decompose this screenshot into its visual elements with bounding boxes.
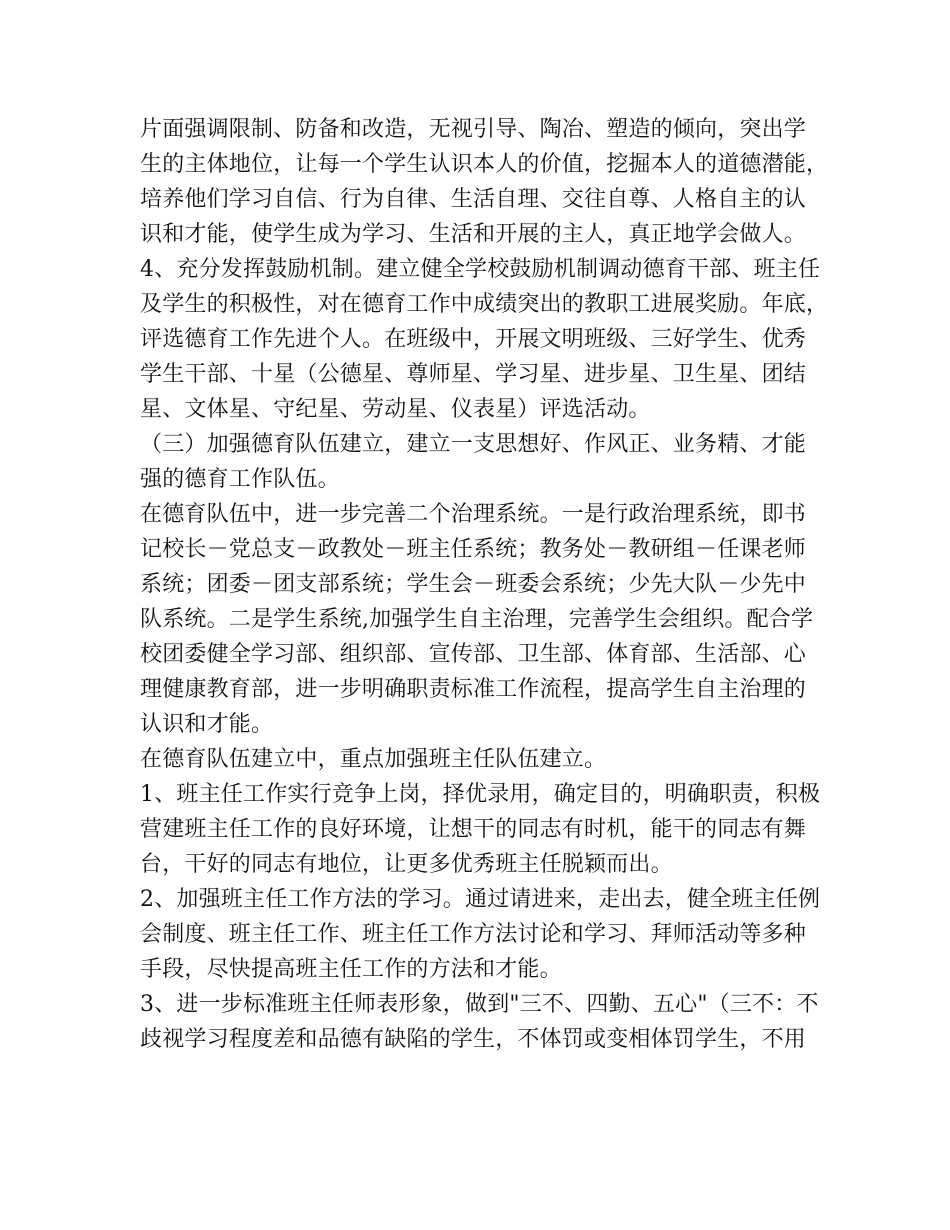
text-line: 1、班主任工作实行竞争上岗，择优录用，确定目的，明确职责，积极 [140, 782, 821, 807]
text-line: 生的主体地位，让每一个学生认识本人的价值，挖掘本人的道德潜能， [140, 152, 829, 177]
text-line: 在德育队伍中，进一步完善二个治理系统。一是行政治理系统，即书 [140, 502, 807, 527]
text-line: 会制度、班主任工作、班主任工作方法讨论和学习、拜师活动等多种 [140, 922, 807, 947]
text-line: 台，干好的同志有地位，让更多优秀班主任脱颖而出。 [140, 852, 673, 877]
text-line: 记校长－党总支－政教处－班主任系统；教务处－教研组－任课老师 [140, 537, 807, 562]
text-line: 手段，尽快提高班主任工作的方法和才能。 [140, 957, 562, 982]
text-line: 识和才能，使学生成为学习、生活和开展的主人，真正地学会做人。 [140, 222, 807, 247]
section-heading: （三）加强德育队伍建立，建立一支思想好、作风正、业务精、才能 [140, 432, 807, 457]
text-line: 4、充分发挥鼓励机制。建立健全学校鼓励机制调动德育干部、班主任 [140, 257, 821, 282]
text-line: 系统；团委－团支部系统；学生会－班委会系统；少先大队－少先中 [140, 572, 807, 597]
text-line: 营建班主任工作的良好环境，让想干的同志有时机，能干的同志有舞 [140, 817, 807, 842]
text-line: 及学生的积极性，对在德育工作中成绩突出的教职工进展奖励。年底， [140, 292, 829, 317]
text-line: 队系统。二是学生系统,加强学生自主治理，完善学生会组织。配合学 [140, 607, 814, 632]
text-line: 理健康教育部，进一步明确职责标准工作流程，提高学生自主治理的 [140, 677, 807, 702]
document-body [140, 112, 830, 1057]
text-line: 认识和才能。 [140, 712, 274, 737]
text-line: 校团委健全学习部、组织部、宣传部、卫生部、体育部、生活部、心 [140, 642, 807, 667]
text-line: 2、加强班主任工作方法的学习。通过请进来，走出去，健全班主任例 [140, 887, 821, 912]
text-line: 强的德育工作队伍。 [140, 467, 340, 492]
text-line: 歧视学习程度差和品德有缺陷的学生，不体罚或变相体罚学生，不用 [140, 1027, 807, 1052]
text-line: 星、文体星、守纪星、劳动星、仪表星）评选活动。 [140, 397, 651, 422]
text-line: 学生干部、十星（公德星、尊师星、学习星、进步星、卫生星、团结 [140, 362, 807, 387]
text-line: 评选德育工作先进个人。在班级中，开展文明班级、三好学生、优秀 [140, 327, 807, 352]
text-line: 片面强调限制、防备和改造，无视引导、陶冶、塑造的倾向，突出学 [140, 117, 807, 142]
text-line: 培养他们学习自信、行为自律、生活自理、交往自尊、人格自主的认 [140, 187, 807, 212]
text-line: 3、进一步标准班主任师表形象，做到"三不、四勤、五心"（三不：不 [140, 992, 819, 1017]
text-line: 在德育队伍建立中，重点加强班主任队伍建立。 [140, 747, 607, 772]
